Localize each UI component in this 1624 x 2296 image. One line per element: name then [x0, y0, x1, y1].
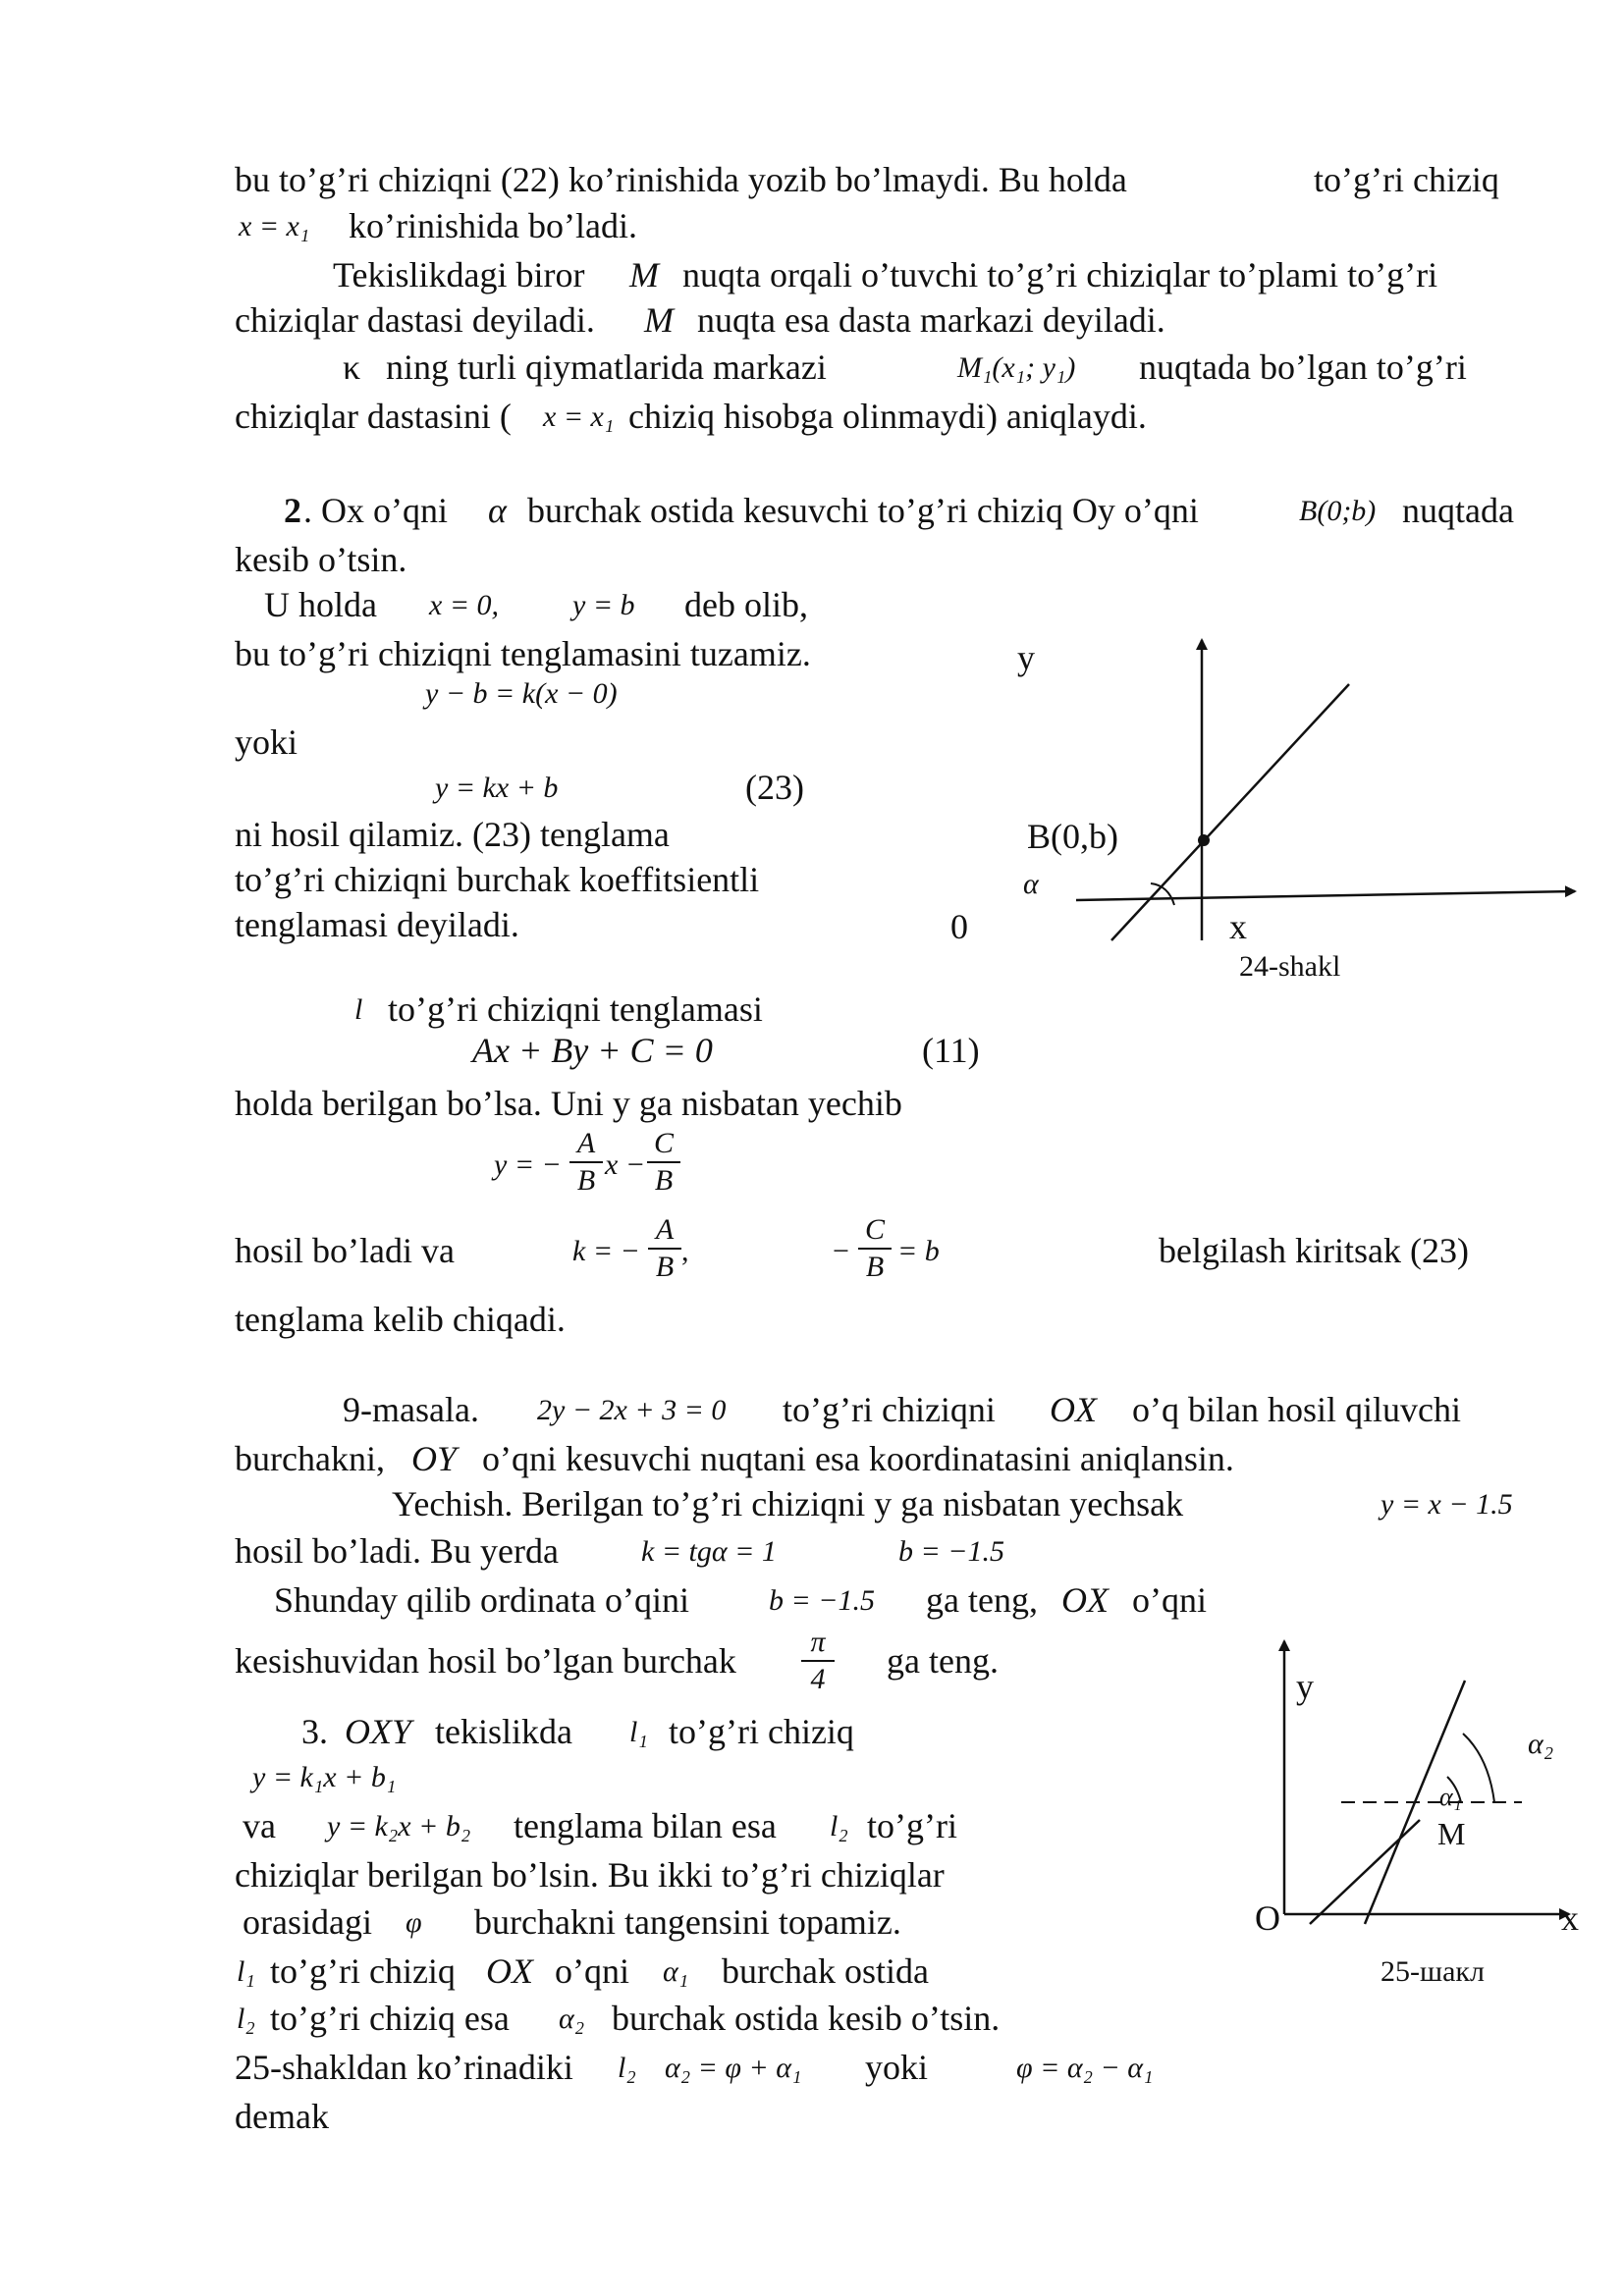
point-label: M	[1437, 1816, 1466, 1851]
math-inline: x = x₁	[543, 400, 615, 433]
math-inline: α₁	[663, 1955, 689, 1988]
axis-label-x: x	[1561, 1898, 1579, 1938]
math-inline: x = x₁	[239, 210, 310, 242]
text-line: hosil bo’ladi va	[235, 1231, 455, 1270]
text-line: to’g’ri chiziq	[1314, 160, 1499, 199]
text-line: burchakni,	[235, 1439, 385, 1478]
text-line: nuqta orqali o’tuvchi to’g’ri chiziqlar to’plami to’g’ri	[682, 255, 1438, 294]
equation-number: (11)	[922, 1031, 980, 1070]
equation-rhs: = b	[897, 1235, 940, 1267]
equation: y = k₁x + b₁	[252, 1761, 397, 1793]
text-line: bu to’g’ri chiziqni (22) ko’rinishida yozib bo’lmaydi. Bu holda	[235, 160, 1127, 199]
text-line: burchak ostida	[722, 1951, 929, 1991]
numerator: A	[655, 1213, 675, 1246]
text-line: U holda	[264, 585, 377, 624]
equation: b = −1.5	[898, 1535, 1004, 1568]
denominator: 4	[810, 1663, 826, 1695]
text-line: o’qni kesuvchi nuqtani esa koordinatasini aniqlansin.	[482, 1439, 1234, 1478]
text-line: ga teng.	[887, 1641, 999, 1681]
math-inline: M	[644, 300, 674, 340]
text-line: o’q bilan hosil qiluvchi	[1132, 1390, 1461, 1429]
fraction	[647, 1129, 680, 1196]
angle-label: α	[1023, 868, 1039, 900]
angle-label-alpha1: α₁	[1439, 1783, 1462, 1811]
figure-25	[1227, 1629, 1600, 1963]
fraction-bar	[858, 1248, 892, 1250]
math-inline: x = 0,	[429, 589, 500, 621]
equation: y = x − 1.5	[1380, 1488, 1513, 1521]
text-line: to’g’ri chiziqni tenglamasi	[388, 989, 763, 1029]
text-line: va	[243, 1806, 276, 1845]
figure-caption: 24-shakl	[1239, 950, 1341, 983]
text-line: chiziqlar berilgan bo’lsin. Bu ikki to’g’ri chiziqlar	[235, 1855, 945, 1895]
text-line: Shunday qilib ordinata o’qini	[274, 1580, 689, 1620]
fraction	[648, 1215, 681, 1282]
equation-lhs: y = −	[494, 1148, 562, 1181]
text-line: tekislikda	[435, 1712, 572, 1751]
text-line: tenglama bilan esa	[514, 1806, 777, 1845]
equation: y = kx + b	[435, 772, 559, 804]
fraction	[858, 1215, 892, 1282]
equation: y = k₂x + b₂	[327, 1810, 471, 1842]
angle-label-alpha2: α₂	[1528, 1728, 1554, 1760]
section-number: 3.	[301, 1712, 328, 1751]
angle-arc-alpha2	[1463, 1734, 1494, 1802]
math-inline: OXY	[345, 1712, 412, 1751]
text-line: ko’rinishida bo’ladi.	[349, 206, 637, 245]
equation: b = −1.5	[769, 1584, 875, 1617]
numerator: C	[653, 1127, 674, 1159]
text-line: nuqtada bo’lgan to’g’ri	[1139, 347, 1467, 387]
denominator: B	[654, 1164, 674, 1197]
denominator: B	[865, 1251, 885, 1283]
text-line: o’qni	[555, 1951, 629, 1991]
numerator: A	[576, 1127, 596, 1159]
text-line: demak	[235, 2097, 329, 2136]
equation-number: (23)	[745, 768, 804, 807]
math-inline: l₁	[237, 1955, 255, 1988]
axis-label-x: x	[1229, 907, 1247, 946]
math-inline: OX	[486, 1951, 533, 1991]
text-line: chiziqlar dastasini (	[235, 397, 512, 436]
fraction-pi-over-4	[801, 1628, 835, 1694]
math-inline: l₂	[618, 2052, 636, 2084]
fraction-bar	[648, 1248, 681, 1250]
problem-title: 9-masala.	[343, 1390, 479, 1429]
text-line: o’qni	[1132, 1580, 1207, 1620]
point-label: B(0,b)	[1027, 817, 1118, 856]
math-inline: OX	[1061, 1580, 1109, 1620]
axis-label-y: y	[1296, 1667, 1314, 1706]
fraction-bar	[801, 1660, 835, 1662]
math-inline: y = b	[572, 589, 635, 621]
text-line: . Ox o’qni	[303, 491, 448, 530]
text-line: to’g’ri	[867, 1806, 957, 1845]
math-inline: φ	[406, 1906, 422, 1939]
denominator: B	[576, 1164, 596, 1197]
text-line: to’g’ri chiziq	[270, 1951, 456, 1991]
math-inline: α	[488, 491, 507, 530]
text-line: Tekislikdagi biror	[333, 255, 585, 294]
math-inline: B(0;b)	[1299, 495, 1377, 527]
line-graph	[1111, 684, 1349, 940]
text-line: tenglama kelib chiqadi.	[235, 1300, 566, 1339]
equation: α₂ = φ + α₁	[665, 2052, 802, 2084]
numerator: π	[810, 1626, 826, 1658]
equation: Ax + By + C = 0	[472, 1031, 713, 1070]
text-line: ni hosil qilamiz. (23) tenglama	[235, 815, 670, 854]
text-line: bu to’g’ri chiziqni tenglamasini tuzamiz.	[235, 634, 811, 673]
equation: φ = α₂ − α₁	[1016, 2052, 1154, 2084]
text-line: chiziqlar dastasi deyiladi.	[235, 300, 595, 340]
point-b	[1198, 834, 1210, 846]
text-line: yoki	[235, 722, 298, 762]
equation: y − b = k(x − 0)	[425, 677, 618, 710]
math-inline: OY	[411, 1439, 458, 1478]
text-line: to’g’ri chiziq esa	[270, 1999, 510, 2038]
comma: ,	[681, 1235, 689, 1267]
line-l1	[1310, 1820, 1420, 1924]
text-line: burchak ostida kesib o’tsin.	[612, 1999, 1001, 2038]
text-line: tenglamasi deyiladi.	[235, 905, 519, 944]
text-line: holda berilgan bo’lsa. Uni y ga nisbatan yechib	[235, 1084, 902, 1123]
math-inline: α₂	[559, 2002, 585, 2035]
text-line: to’g’ri chiziqni burchak koeffitsientli	[235, 860, 760, 899]
text-line: chiziq hisobga olinmaydi) aniqlaydi.	[628, 397, 1147, 436]
math-inline: l	[354, 993, 363, 1026]
numerator: C	[864, 1213, 885, 1246]
text-line: ga teng,	[926, 1580, 1038, 1620]
text-line: orasidagi	[243, 1902, 372, 1942]
text-line: burchakni tangensini topamiz.	[474, 1902, 901, 1942]
text-line: belgilash kiritsak (23)	[1159, 1231, 1469, 1270]
math-inline: M₁(x₁; y₁)	[957, 351, 1076, 384]
equation-lhs: −	[833, 1235, 849, 1267]
text-line: yoki	[865, 2048, 929, 2087]
text-line: nuqtada	[1402, 491, 1514, 530]
text-line: κ	[343, 347, 361, 387]
math-inline: l₂	[830, 1810, 848, 1842]
section-number: 2	[284, 491, 301, 530]
text-line: 25-shakldan ko’rinadiki	[235, 2048, 573, 2087]
fraction-bar	[569, 1161, 603, 1163]
fraction	[569, 1129, 603, 1196]
origin-label: O	[1255, 1898, 1280, 1938]
equation-mid: x −	[605, 1148, 646, 1181]
text-line: to’g’ri chiziqni	[783, 1390, 996, 1429]
fraction-bar	[647, 1161, 680, 1163]
math-inline: l₂	[237, 2002, 255, 2035]
figure-24	[0, 0, 1624, 1031]
text-line: kesishuvidan hosil bo’lgan burchak	[235, 1641, 736, 1681]
math-inline: M	[629, 255, 659, 294]
text-line: Yechish. Berilgan to’g’ri chiziqni y ga nisbatan yechsak	[392, 1484, 1184, 1523]
text-line: hosil bo’ladi. Bu yerda	[235, 1531, 559, 1571]
text-line: nuqta esa dasta markazi deyiladi.	[697, 300, 1165, 340]
text-line: kesib o’tsin.	[235, 540, 407, 579]
axis-label-y: y	[1017, 638, 1035, 677]
equation: k = tgα = 1	[641, 1535, 777, 1568]
text-line: deb olib,	[684, 585, 808, 624]
denominator: B	[655, 1251, 675, 1283]
equation: 2y − 2x + 3 = 0	[537, 1394, 727, 1426]
text-line: to’g’ri chiziq	[669, 1712, 854, 1751]
equation-lhs: k = −	[572, 1235, 640, 1267]
origin-label: 0	[950, 907, 968, 946]
math-inline: l₁	[629, 1716, 648, 1748]
text-line: burchak ostida kesuvchi to’g’ri chiziq Oy o’qni	[527, 491, 1199, 530]
math-inline: OX	[1050, 1390, 1097, 1429]
figure-caption: 25-шакл	[1380, 1955, 1485, 1988]
text-line: ning turli qiymatlarida markazi	[386, 347, 827, 387]
